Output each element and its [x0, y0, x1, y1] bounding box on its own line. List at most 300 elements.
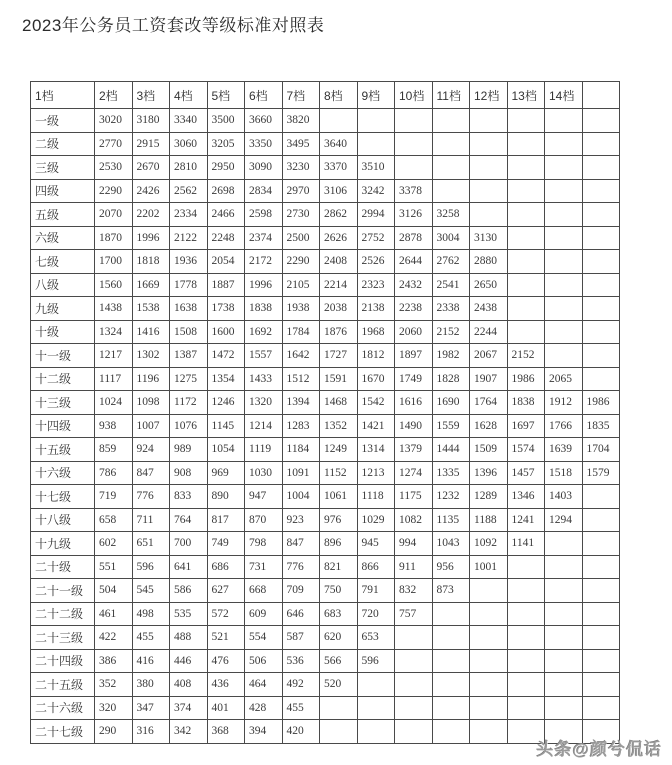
value-cell: 1249 — [320, 438, 358, 462]
row-label-cell: 二十三级 — [31, 626, 95, 650]
value-cell — [470, 626, 508, 650]
value-cell: 1812 — [357, 344, 395, 368]
value-cell — [582, 156, 620, 180]
value-cell: 504 — [95, 579, 133, 603]
value-cell: 2562 — [170, 179, 208, 203]
value-cell — [582, 579, 620, 603]
value-cell — [395, 109, 433, 133]
value-cell: 786 — [95, 461, 133, 485]
value-cell: 1188 — [470, 508, 508, 532]
value-cell: 1870 — [95, 226, 133, 250]
value-cell: 2598 — [245, 203, 283, 227]
row-label-cell: 十二级 — [31, 367, 95, 391]
value-cell: 386 — [95, 649, 133, 673]
value-cell: 1117 — [95, 367, 133, 391]
value-cell: 2334 — [170, 203, 208, 227]
header-cell: 1档 — [31, 82, 95, 109]
value-cell: 320 — [95, 696, 133, 720]
row-label-cell: 一级 — [31, 109, 95, 133]
value-cell: 2862 — [320, 203, 358, 227]
value-cell: 2541 — [432, 273, 470, 297]
value-cell: 2762 — [432, 250, 470, 274]
value-cell — [582, 203, 620, 227]
value-cell: 3350 — [245, 132, 283, 156]
value-cell: 750 — [320, 579, 358, 603]
value-cell: 1828 — [432, 367, 470, 391]
value-cell: 1433 — [245, 367, 283, 391]
value-cell — [582, 485, 620, 509]
value-cell: 1670 — [357, 367, 395, 391]
value-cell: 506 — [245, 649, 283, 673]
value-cell: 1302 — [132, 344, 170, 368]
header-cell: 6档 — [245, 82, 283, 109]
value-cell: 498 — [132, 602, 170, 626]
value-cell — [470, 109, 508, 133]
value-cell — [395, 132, 433, 156]
value-cell: 641 — [170, 555, 208, 579]
header-cell: 10档 — [395, 82, 433, 109]
value-cell: 945 — [357, 532, 395, 556]
value-cell: 1512 — [282, 367, 320, 391]
value-cell: 520 — [320, 673, 358, 697]
value-cell: 764 — [170, 508, 208, 532]
value-cell: 461 — [95, 602, 133, 626]
value-cell: 436 — [207, 673, 245, 697]
value-cell: 2994 — [357, 203, 395, 227]
value-cell — [545, 156, 583, 180]
value-cell: 776 — [282, 555, 320, 579]
value-cell: 1346 — [507, 485, 545, 509]
table-row — [31, 438, 620, 462]
value-cell — [357, 132, 395, 156]
value-cell: 994 — [395, 532, 433, 556]
value-cell: 870 — [245, 508, 283, 532]
value-cell: 2374 — [245, 226, 283, 250]
value-cell: 1232 — [432, 485, 470, 509]
value-cell: 488 — [170, 626, 208, 650]
value-cell: 1213 — [357, 461, 395, 485]
value-cell: 1289 — [470, 485, 508, 509]
value-cell: 2202 — [132, 203, 170, 227]
value-cell: 2152 — [432, 320, 470, 344]
value-cell: 408 — [170, 673, 208, 697]
row-label-cell: 二十一级 — [31, 579, 95, 603]
value-cell: 1876 — [320, 320, 358, 344]
table-row — [31, 555, 620, 579]
header-cell: 7档 — [282, 82, 320, 109]
value-cell: 1214 — [245, 414, 283, 438]
value-cell — [582, 226, 620, 250]
value-cell — [582, 109, 620, 133]
value-cell: 1172 — [170, 391, 208, 415]
table-row — [31, 132, 620, 156]
value-cell — [507, 696, 545, 720]
value-cell: 1098 — [132, 391, 170, 415]
value-cell: 1938 — [282, 297, 320, 321]
value-cell: 602 — [95, 532, 133, 556]
value-cell — [470, 132, 508, 156]
value-cell — [545, 203, 583, 227]
table-row — [31, 250, 620, 274]
row-label-cell: 三级 — [31, 156, 95, 180]
value-cell: 1766 — [545, 414, 583, 438]
value-cell: 1438 — [95, 297, 133, 321]
watermark: 头条@颜兮侃话 — [536, 740, 662, 759]
header-cell: 14档 — [545, 82, 583, 109]
value-cell: 776 — [132, 485, 170, 509]
table-header — [31, 82, 620, 109]
value-cell: 2650 — [470, 273, 508, 297]
value-cell: 1638 — [170, 297, 208, 321]
value-cell: 653 — [357, 626, 395, 650]
value-cell: 686 — [207, 555, 245, 579]
value-cell: 1246 — [207, 391, 245, 415]
table-row — [31, 203, 620, 227]
value-cell — [582, 508, 620, 532]
value-cell: 947 — [245, 485, 283, 509]
value-cell: 969 — [207, 461, 245, 485]
value-cell — [432, 626, 470, 650]
value-cell: 3090 — [245, 156, 283, 180]
value-cell: 1119 — [245, 438, 283, 462]
value-cell: 2950 — [207, 156, 245, 180]
value-cell: 2644 — [395, 250, 433, 274]
value-cell: 911 — [395, 555, 433, 579]
value-cell — [582, 602, 620, 626]
value-cell — [507, 579, 545, 603]
value-cell: 1557 — [245, 344, 283, 368]
row-label-cell: 十三级 — [31, 391, 95, 415]
value-cell: 3126 — [395, 203, 433, 227]
value-cell: 342 — [170, 720, 208, 744]
value-cell: 1217 — [95, 344, 133, 368]
value-cell — [582, 132, 620, 156]
value-cell: 1335 — [432, 461, 470, 485]
value-cell: 3230 — [282, 156, 320, 180]
value-cell: 709 — [282, 579, 320, 603]
table-row — [31, 508, 620, 532]
value-cell: 1416 — [132, 320, 170, 344]
value-cell: 476 — [207, 649, 245, 673]
value-cell: 2038 — [320, 297, 358, 321]
value-cell: 1490 — [395, 414, 433, 438]
value-cell: 2752 — [357, 226, 395, 250]
value-cell: 1697 — [507, 414, 545, 438]
value-cell: 3640 — [320, 132, 358, 156]
value-cell: 2238 — [395, 297, 433, 321]
value-cell: 1538 — [132, 297, 170, 321]
value-cell — [545, 109, 583, 133]
value-cell: 1616 — [395, 391, 433, 415]
row-label-cell: 二十级 — [31, 555, 95, 579]
value-cell — [432, 602, 470, 626]
value-cell: 3258 — [432, 203, 470, 227]
value-cell: 1738 — [207, 297, 245, 321]
value-cell: 1936 — [170, 250, 208, 274]
value-cell: 798 — [245, 532, 283, 556]
value-cell — [432, 179, 470, 203]
value-cell: 1639 — [545, 438, 583, 462]
value-cell: 847 — [132, 461, 170, 485]
value-cell — [545, 626, 583, 650]
value-cell: 2970 — [282, 179, 320, 203]
value-cell: 1076 — [170, 414, 208, 438]
value-cell — [507, 109, 545, 133]
value-cell: 446 — [170, 649, 208, 673]
value-cell: 1352 — [320, 414, 358, 438]
value-cell: 1152 — [320, 461, 358, 485]
value-cell: 2698 — [207, 179, 245, 203]
value-cell — [507, 203, 545, 227]
value-cell: 749 — [207, 532, 245, 556]
value-cell: 586 — [170, 579, 208, 603]
value-cell: 1091 — [282, 461, 320, 485]
value-cell: 1421 — [357, 414, 395, 438]
value-cell: 1118 — [357, 485, 395, 509]
row-label-cell: 十四级 — [31, 414, 95, 438]
table-body — [31, 109, 620, 744]
value-cell: 3510 — [357, 156, 395, 180]
value-cell: 1472 — [207, 344, 245, 368]
value-cell — [582, 273, 620, 297]
value-cell: 545 — [132, 579, 170, 603]
value-cell: 566 — [320, 649, 358, 673]
value-cell — [545, 555, 583, 579]
header-cell: 4档 — [170, 82, 208, 109]
value-cell: 1396 — [470, 461, 508, 485]
value-cell: 1275 — [170, 367, 208, 391]
row-label-cell: 五级 — [31, 203, 95, 227]
value-cell: 368 — [207, 720, 245, 744]
value-cell — [357, 696, 395, 720]
value-cell: 1690 — [432, 391, 470, 415]
row-label-cell: 二十二级 — [31, 602, 95, 626]
value-cell: 1542 — [357, 391, 395, 415]
value-cell — [545, 696, 583, 720]
value-cell: 1030 — [245, 461, 283, 485]
value-cell: 821 — [320, 555, 358, 579]
value-cell: 1628 — [470, 414, 508, 438]
value-cell: 380 — [132, 673, 170, 697]
value-cell: 2500 — [282, 226, 320, 250]
value-cell — [582, 555, 620, 579]
value-cell: 1986 — [507, 367, 545, 391]
value-cell: 668 — [245, 579, 283, 603]
value-cell: 2054 — [207, 250, 245, 274]
table-row — [31, 109, 620, 133]
value-cell: 1007 — [132, 414, 170, 438]
value-cell: 1061 — [320, 485, 358, 509]
value-cell: 1778 — [170, 273, 208, 297]
value-cell: 2834 — [245, 179, 283, 203]
table-row — [31, 673, 620, 697]
table-row — [31, 297, 620, 321]
value-cell: 422 — [95, 626, 133, 650]
value-cell — [470, 579, 508, 603]
table-row — [31, 602, 620, 626]
value-cell: 1004 — [282, 485, 320, 509]
value-cell: 1692 — [245, 320, 283, 344]
value-cell — [395, 720, 433, 744]
value-cell: 1043 — [432, 532, 470, 556]
value-cell — [545, 250, 583, 274]
value-cell: 420 — [282, 720, 320, 744]
value-cell: 2323 — [357, 273, 395, 297]
value-cell: 1196 — [132, 367, 170, 391]
value-cell — [545, 344, 583, 368]
value-cell: 394 — [245, 720, 283, 744]
value-cell: 1559 — [432, 414, 470, 438]
value-cell: 535 — [170, 602, 208, 626]
value-cell: 2438 — [470, 297, 508, 321]
value-cell — [582, 344, 620, 368]
value-cell: 2248 — [207, 226, 245, 250]
value-cell: 1394 — [282, 391, 320, 415]
header-cell: 11档 — [432, 82, 470, 109]
row-label-cell: 十七级 — [31, 485, 95, 509]
value-cell: 455 — [132, 626, 170, 650]
value-cell: 791 — [357, 579, 395, 603]
value-cell: 1324 — [95, 320, 133, 344]
value-cell: 1579 — [582, 461, 620, 485]
value-cell — [545, 273, 583, 297]
value-cell: 464 — [245, 673, 283, 697]
value-cell: 2060 — [395, 320, 433, 344]
value-cell — [582, 250, 620, 274]
value-cell — [545, 649, 583, 673]
table-row — [31, 414, 620, 438]
value-cell — [357, 109, 395, 133]
table-row — [31, 696, 620, 720]
value-cell: 2408 — [320, 250, 358, 274]
row-label-cell: 十级 — [31, 320, 95, 344]
value-cell — [470, 649, 508, 673]
value-cell — [507, 320, 545, 344]
value-cell — [432, 109, 470, 133]
value-cell: 1379 — [395, 438, 433, 462]
value-cell: 1560 — [95, 273, 133, 297]
value-cell: 923 — [282, 508, 320, 532]
table-row — [31, 579, 620, 603]
value-cell — [582, 649, 620, 673]
value-cell: 832 — [395, 579, 433, 603]
value-cell: 455 — [282, 696, 320, 720]
value-cell: 428 — [245, 696, 283, 720]
value-cell — [545, 579, 583, 603]
value-cell — [582, 367, 620, 391]
value-cell: 2172 — [245, 250, 283, 274]
value-cell — [470, 156, 508, 180]
value-cell — [320, 696, 358, 720]
value-cell: 3106 — [320, 179, 358, 203]
value-cell: 572 — [207, 602, 245, 626]
row-label-cell: 二十六级 — [31, 696, 95, 720]
value-cell: 890 — [207, 485, 245, 509]
value-cell: 374 — [170, 696, 208, 720]
value-cell: 2070 — [95, 203, 133, 227]
value-cell: 2432 — [395, 273, 433, 297]
value-cell: 1457 — [507, 461, 545, 485]
value-cell — [470, 179, 508, 203]
value-cell: 2730 — [282, 203, 320, 227]
value-cell: 1320 — [245, 391, 283, 415]
value-cell — [470, 203, 508, 227]
value-cell: 646 — [282, 602, 320, 626]
value-cell: 1996 — [245, 273, 283, 297]
value-cell: 847 — [282, 532, 320, 556]
value-cell: 1082 — [395, 508, 433, 532]
value-cell — [395, 649, 433, 673]
value-cell — [582, 179, 620, 203]
value-cell: 3340 — [170, 109, 208, 133]
value-cell: 3004 — [432, 226, 470, 250]
value-cell: 1907 — [470, 367, 508, 391]
value-cell: 2426 — [132, 179, 170, 203]
value-cell: 3180 — [132, 109, 170, 133]
value-cell: 1444 — [432, 438, 470, 462]
value-cell — [545, 179, 583, 203]
value-cell: 859 — [95, 438, 133, 462]
value-cell — [432, 132, 470, 156]
value-cell — [357, 673, 395, 697]
table-row — [31, 626, 620, 650]
value-cell: 3495 — [282, 132, 320, 156]
value-cell: 3660 — [245, 109, 283, 133]
value-cell: 2338 — [432, 297, 470, 321]
value-cell: 976 — [320, 508, 358, 532]
value-cell: 2626 — [320, 226, 358, 250]
value-cell: 3060 — [170, 132, 208, 156]
value-cell: 989 — [170, 438, 208, 462]
value-cell: 3020 — [95, 109, 133, 133]
value-cell: 1184 — [282, 438, 320, 462]
value-cell: 551 — [95, 555, 133, 579]
value-cell: 924 — [132, 438, 170, 462]
value-cell: 1403 — [545, 485, 583, 509]
value-cell: 896 — [320, 532, 358, 556]
value-cell: 1145 — [207, 414, 245, 438]
row-label-cell: 十一级 — [31, 344, 95, 368]
value-cell: 492 — [282, 673, 320, 697]
value-cell: 908 — [170, 461, 208, 485]
value-cell: 536 — [282, 649, 320, 673]
value-cell: 2670 — [132, 156, 170, 180]
value-cell: 1294 — [545, 508, 583, 532]
value-cell — [395, 626, 433, 650]
value-cell: 1784 — [282, 320, 320, 344]
value-cell: 2138 — [357, 297, 395, 321]
value-cell: 719 — [95, 485, 133, 509]
value-cell: 1241 — [507, 508, 545, 532]
value-cell — [507, 273, 545, 297]
value-cell: 3130 — [470, 226, 508, 250]
value-cell: 1509 — [470, 438, 508, 462]
value-cell: 587 — [282, 626, 320, 650]
value-cell — [470, 673, 508, 697]
value-cell: 2915 — [132, 132, 170, 156]
value-cell: 627 — [207, 579, 245, 603]
value-cell: 1283 — [282, 414, 320, 438]
value-cell: 2466 — [207, 203, 245, 227]
value-cell — [545, 602, 583, 626]
value-cell: 352 — [95, 673, 133, 697]
table-row — [31, 273, 620, 297]
value-cell: 833 — [170, 485, 208, 509]
value-cell — [507, 649, 545, 673]
value-cell: 521 — [207, 626, 245, 650]
value-cell — [545, 320, 583, 344]
value-cell: 866 — [357, 555, 395, 579]
